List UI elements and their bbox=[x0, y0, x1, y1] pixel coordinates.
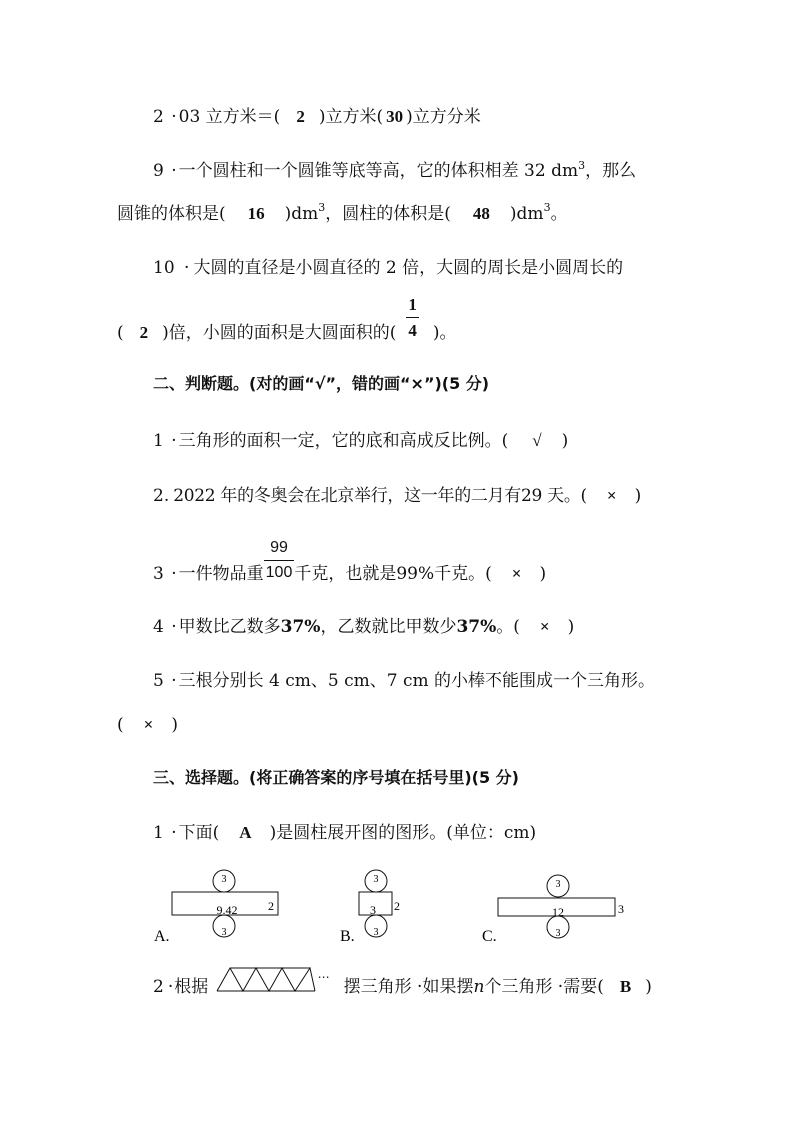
answer-mark: × bbox=[539, 617, 550, 636]
question-text: 下面( bbox=[178, 823, 220, 843]
answer-mark: × bbox=[606, 486, 617, 505]
answer-mark: √ bbox=[532, 431, 542, 450]
close-paren: ) bbox=[561, 431, 569, 451]
question-text: )。 bbox=[432, 323, 457, 343]
judge-question-1 bbox=[153, 432, 568, 450]
question-dot: · bbox=[171, 107, 177, 127]
rect-height-label: 2 bbox=[268, 899, 274, 913]
question-number: 1 bbox=[153, 431, 164, 451]
question-dot: · bbox=[184, 258, 190, 278]
judge-question-4 bbox=[153, 618, 574, 636]
question-text: ，那么 bbox=[585, 161, 637, 181]
question-text: )立方分米 bbox=[406, 107, 481, 127]
question-text: 。 bbox=[550, 204, 568, 224]
question-9-line-1 bbox=[153, 159, 637, 181]
rect-length-label: 9.42 bbox=[216, 903, 238, 917]
question-text: 一个圆柱和一个圆锥等底等高，它的体积相差 32 dm bbox=[178, 161, 579, 181]
circle-label: 3 bbox=[555, 928, 561, 939]
rect-height-label: 2 bbox=[394, 899, 400, 913]
question-text: 。( bbox=[496, 617, 520, 637]
question-text: ( bbox=[117, 323, 124, 343]
judge-question-2 bbox=[153, 487, 641, 505]
question-dot: · bbox=[171, 431, 177, 451]
question-text: 大圆的直径是小圆直径的 2 倍，大圆的周长是小圆周长的 bbox=[193, 258, 624, 278]
question-text: )是圆柱展开图的图形。(单位：cm) bbox=[269, 823, 537, 843]
cylinder-net-c bbox=[478, 868, 638, 944]
answer-mark: × bbox=[511, 564, 522, 583]
close-paren: ) bbox=[567, 617, 575, 637]
question-text: 个三角形 ·需要( bbox=[484, 977, 604, 997]
circle-label: 3 bbox=[221, 874, 227, 885]
variable-n: n bbox=[473, 977, 485, 997]
close-paren: ) bbox=[645, 977, 652, 997]
fraction-denominator: 4 bbox=[408, 321, 417, 340]
question-text: )倍，小圆的面积是大圆面积的( bbox=[162, 323, 397, 343]
question-text: 圆锥的体积是( bbox=[117, 204, 226, 224]
question-number: 3 bbox=[153, 564, 164, 584]
percent-value: 37% bbox=[280, 617, 321, 637]
close-paren: ) bbox=[171, 715, 178, 735]
option-label: B. bbox=[340, 928, 355, 944]
fraction-denominator: 100 bbox=[265, 564, 293, 581]
close-paren: ) bbox=[539, 564, 547, 584]
top-line bbox=[217, 968, 310, 991]
question-dot: · bbox=[167, 977, 174, 997]
question-dot: · bbox=[171, 617, 177, 637]
question-10-line-1 bbox=[153, 260, 623, 277]
judge-question-5-line-1 bbox=[153, 673, 655, 690]
question-number: 2 bbox=[153, 107, 164, 127]
cylinder-net-a bbox=[150, 868, 290, 944]
superscript: 3 bbox=[318, 201, 326, 214]
answer-blank: 48 bbox=[472, 204, 490, 223]
question-number: 9 bbox=[153, 161, 164, 181]
question-text: 千克，也就是99%千克。( bbox=[294, 564, 492, 584]
question-text: ，乙数就比甲数少 bbox=[320, 617, 457, 637]
answer-blank: 2 bbox=[139, 323, 149, 342]
answer-choice: A bbox=[239, 823, 252, 842]
question-dot: · bbox=[171, 671, 177, 691]
superscript: 3 bbox=[543, 201, 551, 214]
rect-length-label: 12 bbox=[552, 905, 564, 919]
question-number: 4 bbox=[153, 617, 164, 637]
rect-height-label: 3 bbox=[618, 902, 624, 916]
triangle-strip-figure bbox=[216, 966, 316, 992]
question-dot: · bbox=[171, 564, 177, 584]
question-text: 甲数比乙数多 bbox=[178, 617, 281, 637]
question-text: ，圆柱的体积是( bbox=[325, 204, 451, 224]
judge-question-3 bbox=[153, 539, 547, 584]
fraction-numerator: 1 bbox=[406, 296, 419, 318]
answer-mark: × bbox=[143, 715, 154, 734]
circle-label: 3 bbox=[373, 874, 379, 885]
question-text: 根据 bbox=[174, 977, 209, 997]
answer-blank: 2 bbox=[296, 107, 305, 126]
choice-question-2 bbox=[153, 966, 652, 996]
question-number: 2 bbox=[153, 977, 164, 997]
close-paren: ) bbox=[634, 486, 642, 506]
question-dot: · bbox=[171, 823, 177, 843]
answer-blank: 16 bbox=[247, 204, 265, 223]
choice-question-1 bbox=[153, 824, 536, 842]
percent-value: 37% bbox=[456, 617, 497, 637]
question-text: 三根分别长 4 cm、5 cm、7 cm 的小棒不能围成一个三角形。 bbox=[178, 671, 656, 691]
open-paren: ( bbox=[117, 715, 124, 735]
ellipsis: … bbox=[317, 967, 330, 981]
option-b-figure bbox=[336, 868, 416, 944]
zigzag-triangles bbox=[230, 968, 315, 991]
answer-blank: 30 bbox=[386, 107, 404, 126]
cylinder-net-b bbox=[336, 868, 416, 944]
question-number: 1 bbox=[153, 823, 164, 843]
question-text: 03 立方米＝( bbox=[178, 107, 281, 127]
option-c-figure bbox=[478, 868, 638, 944]
circle-label: 3 bbox=[373, 927, 379, 938]
question-2-volume-conversion bbox=[153, 108, 481, 126]
judge-question-5-line-2 bbox=[117, 716, 178, 734]
question-number: 2. bbox=[153, 486, 170, 506]
superscript: 3 bbox=[578, 159, 586, 172]
question-dot: · bbox=[171, 161, 177, 181]
circle-label: 3 bbox=[221, 927, 227, 938]
rect-length-label: 3 bbox=[370, 903, 376, 917]
section-3-title: 三、选择题。(将正确答案的序号填在括号里)(5 分) bbox=[153, 768, 519, 787]
question-text: )立方米( bbox=[318, 107, 384, 127]
option-a-figure bbox=[150, 868, 290, 944]
answer-choice: B bbox=[619, 977, 632, 996]
question-text: 三角形的面积一定，它的底和高成反比例。( bbox=[178, 431, 509, 451]
question-text: 2022 年的冬奥会在北京举行，这一年的二月有29 天。( bbox=[173, 486, 587, 506]
question-text: )dm bbox=[284, 204, 319, 224]
weight-fraction bbox=[264, 540, 295, 581]
option-label: A. bbox=[154, 928, 170, 944]
question-number: 10 bbox=[153, 258, 175, 278]
fraction-numerator: 99 bbox=[264, 540, 295, 561]
answer-fraction bbox=[406, 296, 419, 339]
option-label: C. bbox=[482, 928, 497, 944]
question-text: 摆三角形 ·如果摆 bbox=[343, 977, 474, 997]
question-number: 5 bbox=[153, 671, 164, 691]
question-10-line-2 bbox=[117, 295, 457, 343]
question-text: )dm bbox=[509, 204, 544, 224]
circle-label: 3 bbox=[555, 879, 561, 890]
section-2-title: 二、判断题。(对的画“√”，错的画“×”)(5 分) bbox=[153, 374, 490, 393]
question-text: 一件物品重 bbox=[178, 564, 264, 584]
question-9-line-2 bbox=[117, 201, 568, 224]
